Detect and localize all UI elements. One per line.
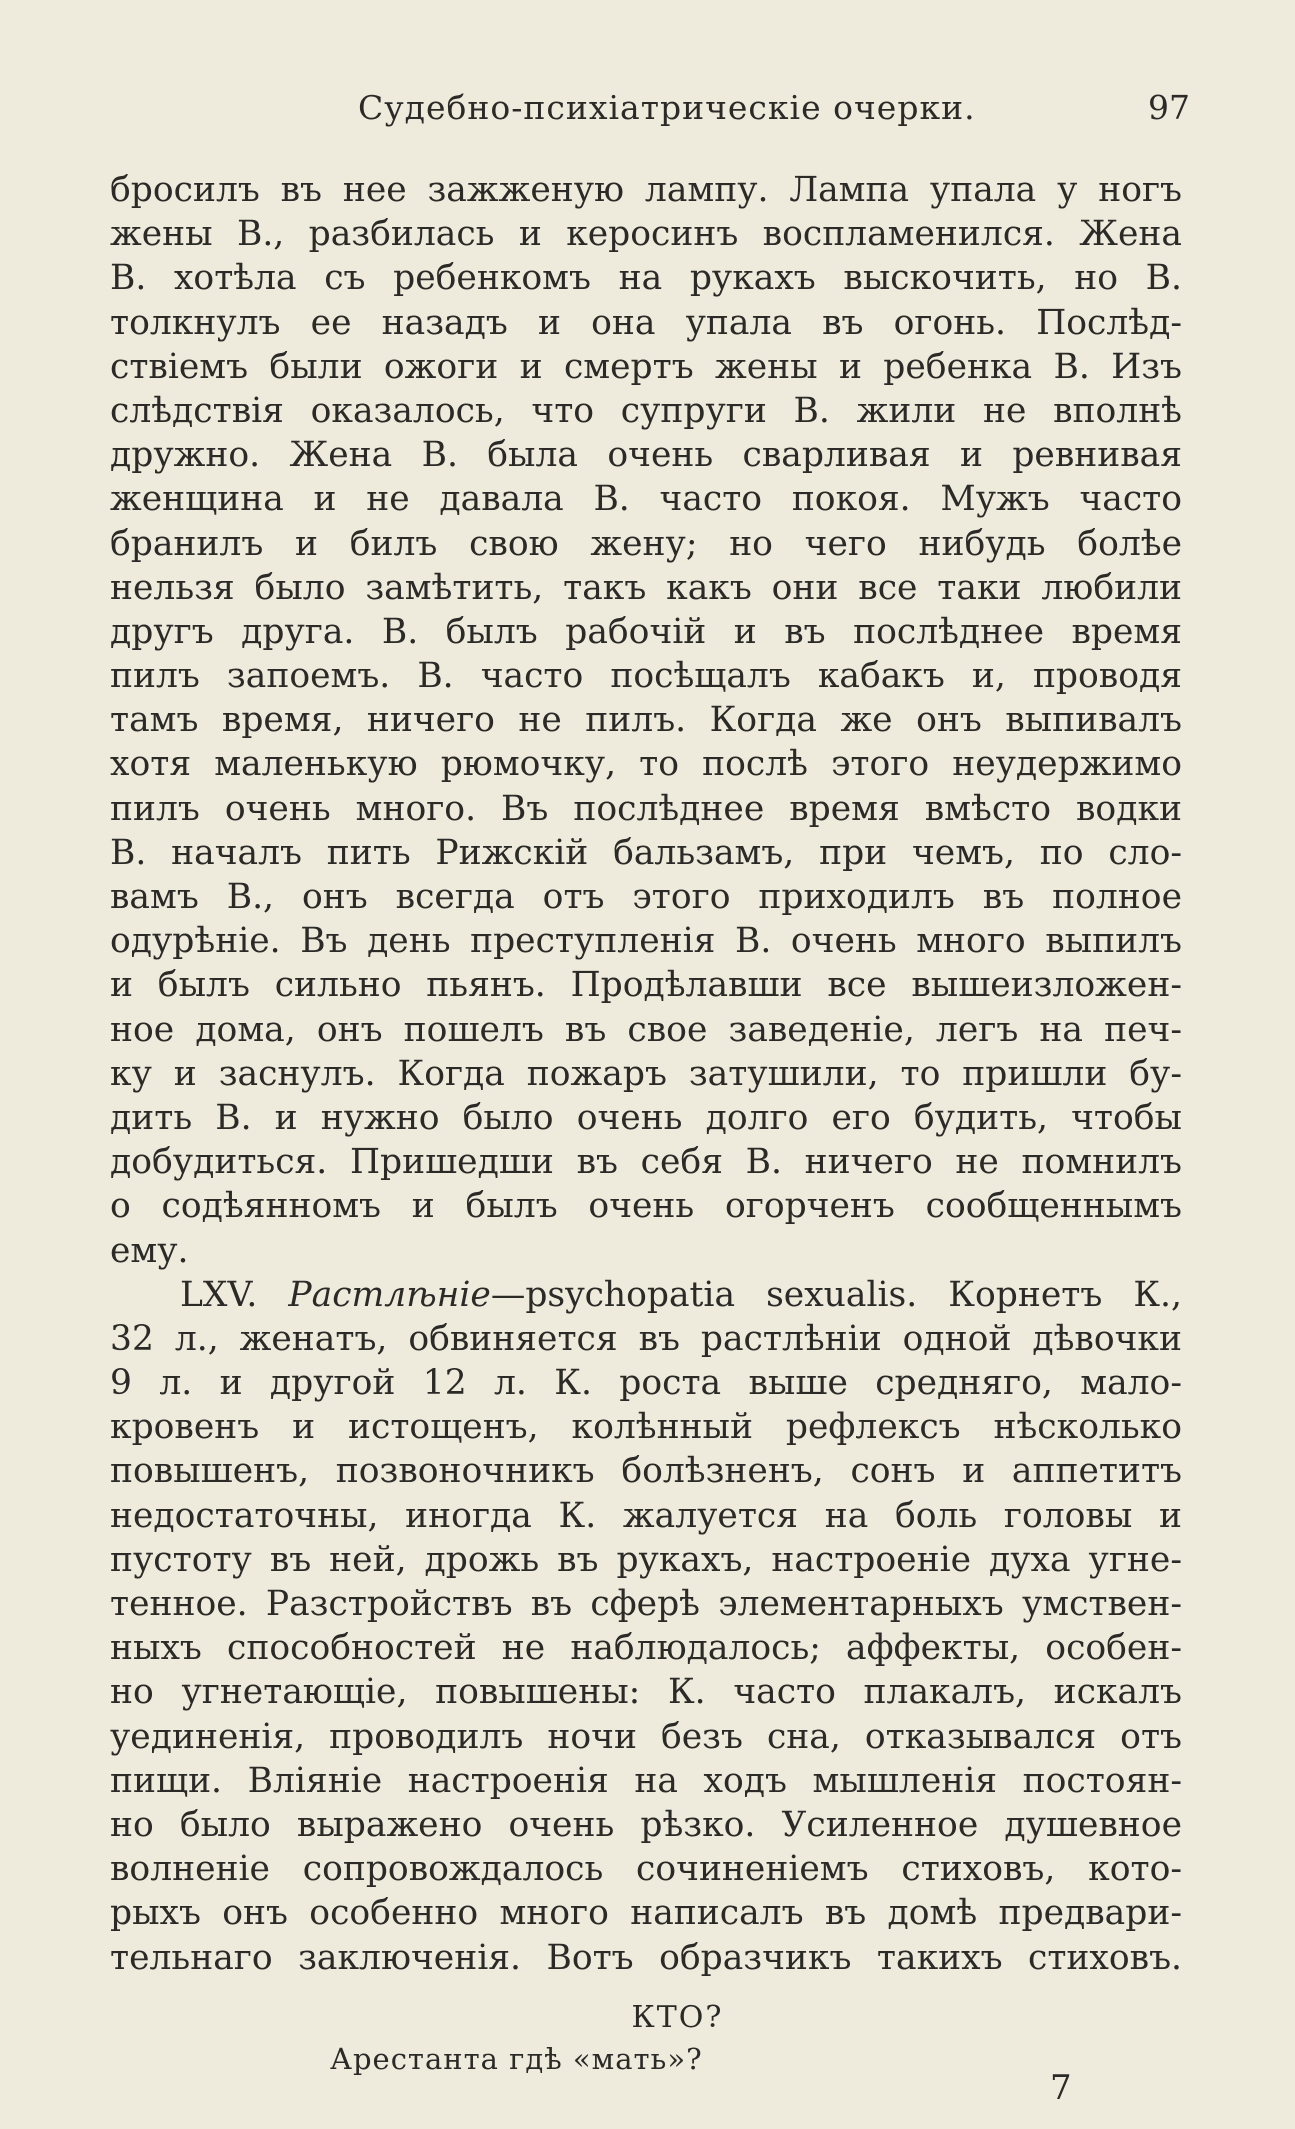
text-line: пустоту въ ней, дрожь въ рукахъ, настроеніе духа угне- bbox=[110, 1539, 1182, 1580]
text-line: повышенъ, позвоночникъ болѣзненъ, сонъ и аппетитъ bbox=[110, 1451, 1182, 1492]
text-line: В. хотѣла съ ребенкомъ на рукахъ выскочить, но В. bbox=[110, 258, 1182, 299]
text-line: вамъ В., онъ всегда отъ этого приходилъ въ полное bbox=[110, 877, 1182, 917]
text-line: волненіе сопровождалось сочиненіемъ стиховъ, кото- bbox=[110, 1849, 1182, 1890]
paragraph-case-continuation bbox=[110, 168, 1182, 1273]
text-line: о содѣянномъ и былъ очень огорченъ сообщеннымъ bbox=[110, 1186, 1182, 1227]
text-line: женщина и не давала В. часто покоя. Мужъ часто bbox=[110, 479, 1182, 520]
text-line: 32 л., женатъ, обвиняется въ растлѣніи одной дѣвочки bbox=[110, 1318, 1182, 1359]
text-line: жены В., разбилась и керосинъ воспламенился. Жена bbox=[110, 214, 1182, 255]
text-line: рыхъ онъ особенно много написалъ въ домѣ предвари- bbox=[110, 1893, 1182, 1934]
case-heading-line bbox=[110, 1273, 1182, 1317]
running-title: Судебно-психіатрическіе очерки. bbox=[358, 88, 976, 127]
poem-line: Арестанта гдѣ «мать»? bbox=[330, 2042, 703, 2076]
text-line: и былъ сильно пьянъ. Продѣлавши все вышеизложен- bbox=[110, 965, 1182, 1006]
text-line: слѣдствія оказалось, что супруги В. жили не вполнѣ bbox=[110, 390, 1182, 431]
body-text bbox=[110, 168, 1182, 1980]
signature-mark: 7 bbox=[1050, 2068, 1072, 2108]
paragraph-case-lxv bbox=[110, 1273, 1182, 1980]
text-line: тенное. Разстройствъ въ сферѣ элементарныхъ умствен- bbox=[110, 1584, 1182, 1624]
text-line: нельзя было замѣтить, такъ какъ они все таки любили bbox=[110, 567, 1182, 608]
text-line: тамъ время, ничего не пилъ. Когда же онъ выпивалъ bbox=[110, 700, 1182, 741]
running-header bbox=[110, 88, 1190, 138]
text-line: ку и заснулъ. Когда пожаръ затушили, то пришли бу- bbox=[110, 1053, 1182, 1094]
text-line: ное дома, онъ пошелъ въ свое заведеніе, легъ на печ- bbox=[110, 1009, 1182, 1050]
text-line: тельнаго заключенія. Вотъ образчикъ такихъ стиховъ. bbox=[110, 1937, 1182, 1978]
text-line: дить В. и нужно было очень долго его будить, чтобы bbox=[110, 1097, 1182, 1138]
case-number: LXV. bbox=[180, 1274, 289, 1315]
text-line: пищи. Вліяніе настроенія на ходъ мышленія постоян- bbox=[110, 1760, 1182, 1801]
text-line: В. началъ пить Рижскій бальзамъ, при чемъ, по сло- bbox=[110, 832, 1182, 873]
text-line: кровенъ и истощенъ, колѣнный рефлексъ нѣсколько bbox=[110, 1407, 1182, 1448]
text-line: бросилъ въ нее зажженую лампу. Лампа упала у ногъ bbox=[110, 170, 1182, 210]
page-number: 97 bbox=[1148, 88, 1190, 127]
text-line: хотя маленькую рюмочку, то послѣ этого неудержимо bbox=[110, 744, 1182, 785]
text-line: одурѣніе. Въ день преступленія В. очень много выпилъ bbox=[110, 921, 1182, 962]
text-line: ему. bbox=[110, 1230, 189, 1271]
text-line: другъ друга. В. былъ рабочій и въ послѣднее время bbox=[110, 611, 1182, 652]
text-line: пилъ запоемъ. В. часто посѣщалъ кабакъ и, проводя bbox=[110, 656, 1182, 697]
poem-title: КТО? bbox=[631, 2000, 724, 2035]
text-line: 9 л. и другой 12 л. К. роста выше средняго, мало- bbox=[110, 1363, 1182, 1404]
case-title: Растлѣніе bbox=[288, 1274, 491, 1315]
text-line: толкнулъ ее назадъ и она упала въ огонь. Послѣд- bbox=[110, 302, 1182, 343]
text-line: ствіемъ были ожоги и смертъ жены и ребенка В. Изъ bbox=[110, 346, 1182, 387]
text-line: добудиться. Пришедши въ себя В. ничего не помнилъ bbox=[110, 1142, 1182, 1183]
text-line: уединенія, проводилъ ночи безъ сна, отказывался отъ bbox=[110, 1716, 1182, 1757]
case-heading-rest: —psychopatia sexualis. Корнетъ К., bbox=[490, 1274, 1182, 1315]
text-line: но было выражено очень рѣзко. Усиленное душевное bbox=[110, 1804, 1182, 1845]
text-line: недостаточны, иногда К. жалуется на боль головы и bbox=[110, 1495, 1182, 1536]
text-line: ныхъ способностей не наблюдалось; аффекты, особен- bbox=[110, 1628, 1182, 1669]
text-line: но угнетающіе, повышены: К. часто плакалъ, искалъ bbox=[110, 1672, 1182, 1713]
text-line: дружно. Жена В. была очень сварливая и ревнивая bbox=[110, 435, 1182, 476]
text-line: пилъ очень много. Въ послѣднее время вмѣсто водки bbox=[110, 788, 1182, 829]
text-line: бранилъ и билъ свою жену; но чего нибудь болѣе bbox=[110, 523, 1182, 564]
